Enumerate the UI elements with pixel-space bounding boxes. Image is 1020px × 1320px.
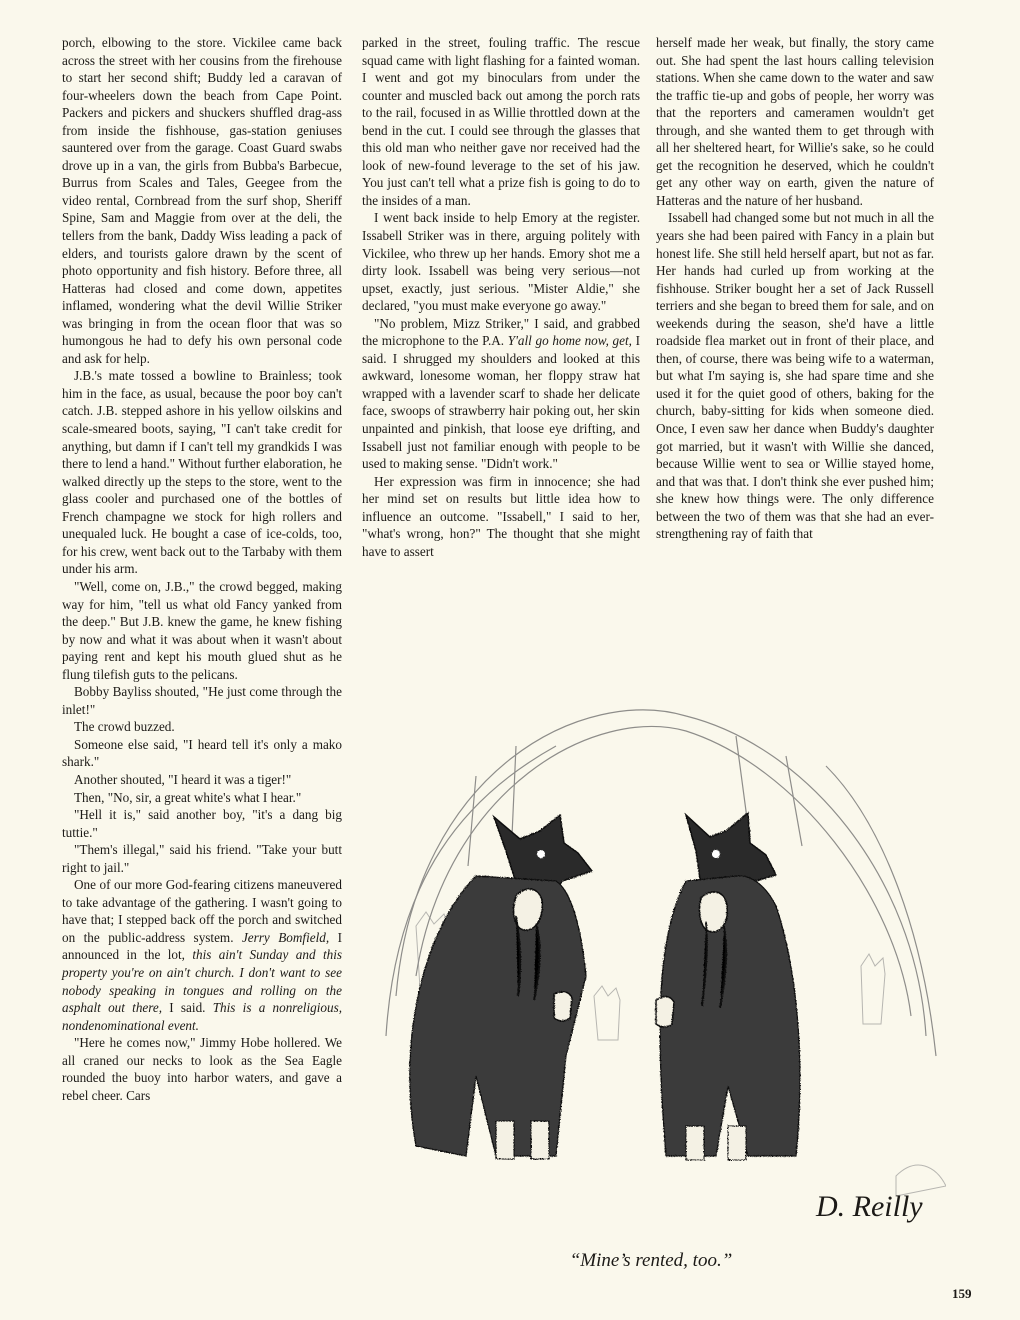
paragraph	[362, 315, 640, 473]
left-werewolf	[410, 815, 592, 1159]
text-run: "No problem, Mizz Striker," I said, and grabbed the microphone to the P.A.	[362, 315, 640, 349]
text-run: I announced in the lot,	[62, 929, 342, 963]
text-run: One of our more God-fearing citizens maneuvered to take advantage of the gathering. I wasn't going to have that; I stepped back off the porch and switched on the public-address system.	[62, 877, 342, 945]
paragraph: J.B.'s mate tossed a bowline to Brainless; took him in the face, as usual, because the poor boy can't catch. J.B. stepped ashore in his yellow oilskins and scale-smeared boots, saying, "I can't take credit for anything, but damn if I can't tell my grandkids I was there to lend a hand." Without further elaboration, he walked directly up the steps to the store, went to the glass cooler and purchased one of the bottles of French champagne we stock for high rollers and unequaled luck. He bought a case of ice-colds, too, for his crew, went back out to the Tarbaby with them under his arm.	[62, 368, 342, 577]
italic-run: this ain't Sunday and this property you're on ain't church. I don't want to see nobody speaking in tongues and rolling on the asphalt out there,	[62, 947, 343, 1016]
article-column-3	[656, 34, 934, 543]
paragraph: Another shouted, "I heard it was a tiger!"	[74, 771, 292, 787]
paragraph: I went back inside to help Emory at the register. Issabell Striker was in there, arguing politely with Vickilee, who threw up her hands. Emory shot me a dirty look. Issabell was being very serious—not upset, exactly, just serious. "Mister Aldie," she declared, "you must make everyone go away."	[362, 210, 640, 314]
italic-run: This is a nonreligious, nondenominational event.	[62, 1000, 342, 1033]
paragraph: The crowd buzzed.	[74, 719, 175, 735]
paragraph: "Them's illegal," said his friend. "Take your butt right to jail."	[62, 842, 342, 875]
italic-run: Y'all go home now, get,	[507, 333, 632, 349]
paragraph	[62, 876, 342, 1034]
paragraph: Then, "No, sir, a great white's what I hear."	[74, 789, 302, 805]
page-number: 159	[952, 1286, 972, 1301]
paragraph: "Here he comes now," Jimmy Hobe hollered. We all craned our necks to look as the Sea Eagle rounded the buoy into harbor waters, and gave a rebel cheer. Cars	[62, 1035, 342, 1103]
right-werewolf	[656, 813, 800, 1160]
paragraph: porch, elbowing to the store. Vickilee came back across the street with her cousins from the firehouse to start her second shift; Buddy led a caravan of four-wheelers down the beach from Cape Point. Packers and pickers and shuckers shuffled drag-ass from inside the fishhouse, gas-station geniuses sauntered over from the garage. Coast Guard swabs drove up in a van, the girls from Bubba's Barbecue, Burrus from Scales and Tales, Geegee from the video rental, Cornbread from the surf shop, Sheriff Spine, Sam and Maggie from over at the deli, the tellers from the bank, Daddy Wiss leading a pack of elders, and tourists galore drawn by the scent of photo opportunity and fish history. Before three, all Hatteras had closed and come down, appetites inflamed, wondering what the devil Willie Striker was bringing in from the ocean floor that was so humongous he had to defy his own personal code and ask for help.	[62, 35, 342, 366]
cartoon-drawing	[356, 676, 946, 1236]
article-column-2	[362, 34, 640, 560]
paragraph: herself made her weak, but finally, the story came out. She had spent the last hours calling television stations. When she came down to the water and saw the traffic tie-up and gobs of people, her worry was that the reporters and cameramen wouldn't get through, and she wanted them to get through with all her sheltered heart, for Willie's sake, so he could get the recognition he deserved, which he couldn't get any other way on earth, given the nature of Hatteras and the nature of her husband.	[656, 35, 934, 208]
italic-run: Jerry Bomfield,	[241, 929, 330, 945]
signature-text: D. Reilly	[816, 1190, 923, 1223]
paragraph: Her expression was firm in innocence; she had her mind set on results but little idea how to influence an outcome. "Issabell," I said to her, "what's wrong, hon?" The thought that she might have to assert	[362, 473, 640, 559]
paragraph: Issabell had changed some but not much in all the years she had been paired with Fancy in a plain but honest life. She still held herself apart, but not as far. Her hands had curled up from working at the fishhouse. Striker bought her a set of Jack Russell terriers and she began to breed them for sale, and on weekends during the season, she'd have a little roadside flea market out in front of their place, and then, of course, there was being wife to a waterman, but what I'm saying is, she had spare time and she used it for the quiet good of others, baking for the church, baby-sitting for kids when someone died. Once, I even saw her dance when Buddy's daughter got married, but it wasn't with Willie she danced, because Willie went to sea or Willie stayed home, and that was that. I don't think she ever pushed him; she knew how things were. The only difference between the two of them was that she had an ever-strengthening ray of faith that	[656, 210, 934, 542]
paragraph: Someone else said, "I heard tell it's only a mako shark."	[62, 736, 342, 770]
cartoon-illustration	[356, 676, 946, 1236]
cartoon-caption: “Mine’s rented, too.”	[569, 1250, 733, 1271]
text-run: I said. I shrugged my shoulders and looked at this awkward, lonesome woman, her floppy straw hat wrapped with a lavender scarf to shade her delicate face, swoops of strawberry hair poking out, her skin unpainted and pinkish, that loose eye drifting, and Issabell just not familiar enough with people to be used to making sense. "Didn't work."	[362, 333, 641, 472]
paragraph: "Well, come on, J.B.," the crowd begged, making way for him, "tell us what old Fancy yanked from the deep." But J.B. knew the game, he knew fishing by now and what it was about when it wasn't about paying rent and kept his mouth glued shut as he flung tilefish guts to the pelicans.	[62, 578, 342, 682]
article-column-1	[62, 34, 342, 1104]
artist-signature	[815, 1190, 923, 1223]
paragraph: Bobby Bayliss shouted, "He just come through the inlet!"	[62, 684, 342, 717]
paragraph: "Hell it is," said another boy, "it's a dang big tuttie."	[62, 807, 342, 840]
paragraph: parked in the street, fouling traffic. The rescue squad came with light flashing for a fainted woman. I went and got my binoculars from under the counter and muscled back out among the porch rats to the rail, focused in as Willie throttled down at the bend in the cut. I could see through the glasses that this old man who neither gave nor received had the look of new-found leverage to the set of his jaw. You just can't tell what a prize fish is going to do to the insides of a man.	[362, 35, 640, 208]
text-run: I said.	[169, 1000, 206, 1016]
